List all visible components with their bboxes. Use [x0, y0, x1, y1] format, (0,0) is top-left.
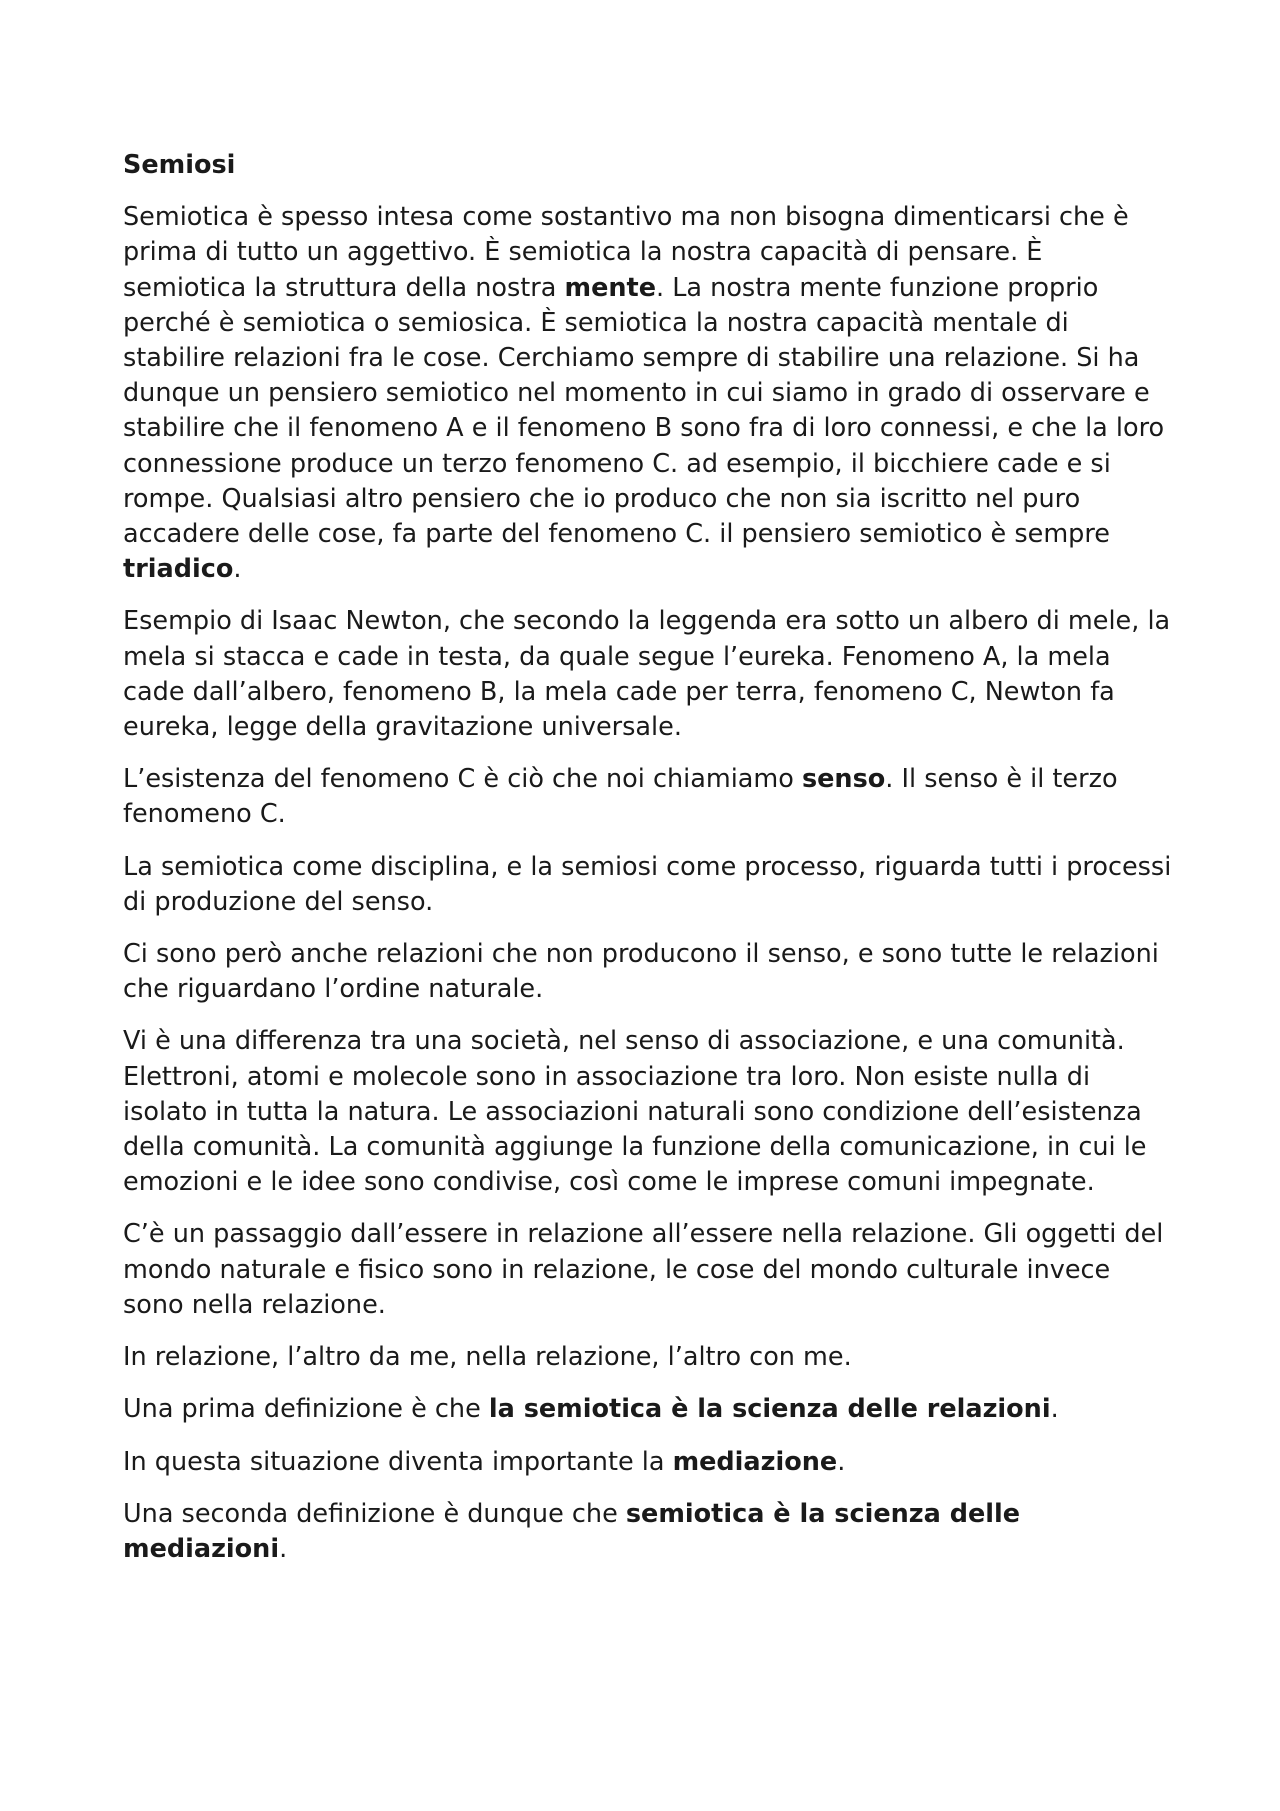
paragraph-semiotica-mente	[123, 200, 1173, 587]
bold-term-triadico: triadico	[123, 554, 234, 585]
paragraph-text: Semiotica è spesso intesa come sostantivo ma non bisogna dimenticarsi che è prima di tutto un aggettivo. È semiotica la nostra capacità di pensare. È semiotica la struttura della nostra	[123, 202, 1129, 303]
bold-term-senso: senso	[801, 764, 886, 795]
paragraph-text: L’esistenza del fenomeno C è ciò che noi chiamiamo	[123, 764, 802, 795]
paragraph-comunita: Vi è una differenza tra una società, nel senso di associazione, e una comunità. Elettroni, atomi e molecole sono in associazione tra loro. Non esiste nulla di isolato in tutta la natura. Le associazioni naturali sono condizione dell’esistenza della comunità. La comunità aggiunge la funzione della comunicazione, in cui le emozioni e le idee sono condivise, così come le imprese comuni impegnate.	[123, 1026, 1147, 1198]
paragraph-mediazione	[123, 1445, 1173, 1480]
paragraph-altro: In relazione, l’altro da me, nella relazione, l’altro con me.	[123, 1342, 852, 1373]
paragraph-text: .	[233, 554, 242, 585]
paragraph-text: .	[279, 1533, 288, 1564]
paragraph-text: .	[1050, 1394, 1059, 1425]
paragraph-senso	[123, 762, 1173, 832]
bold-definition-relazioni: la semiotica è la scienza delle relazioni	[488, 1394, 1051, 1425]
bold-term-mente: mente	[564, 272, 657, 303]
document-title: Semiosi	[123, 150, 236, 180]
paragraph-text: Una seconda definizione è dunque che	[123, 1498, 626, 1529]
paragraph-newton: Esempio di Isaac Newton, che secondo la leggenda era sotto un albero di mele, la mela si stacca e cade in testa, da quale segue l’eureka. Fenomeno A, la mela cade dall’albero, fenomeno B, la mela cade per terra, fenomeno C, Newton fa eureka, legge della gravitazione universale.	[123, 606, 1171, 743]
document-page	[123, 148, 1173, 1584]
paragraph-text: In questa situazione diventa importante la	[123, 1446, 673, 1477]
paragraph-ordine-naturale: Ci sono però anche relazioni che non producono il senso, e sono tutte le relazioni che riguardano l’ordine naturale.	[123, 939, 1159, 1005]
paragraph-text: . La nostra mente funzione proprio perché è semiotica o semiosica. È semiotica la nostra capacità mentale di stabilire relazioni fra le cose. Cerchiamo sempre di stabilire una relazione. Si ha dunque un pensiero semiotico nel momento in cui siamo in grado di osservare e stabilire che il fenomeno A e il fenomeno B sono fra di loro connessi, e che la loro connessione produce un terzo fenomeno C. ad esempio, il bicchiere cade e si rompe. Qualsiasi altro pensiero che io produco che non sia iscritto nel puro accadere delle cose, fa parte del fenomeno C. il pensiero semiotico è sempre	[123, 272, 1165, 550]
bold-term-mediazione: mediazione	[672, 1446, 838, 1477]
paragraph-disciplina: La semiotica come disciplina, e la semiosi come processo, riguarda tutti i processi di produzione del senso.	[123, 851, 1172, 917]
paragraph-prima-definizione	[123, 1392, 1173, 1427]
paragraph-text: Una prima definizione è che	[123, 1394, 489, 1425]
paragraph-relazione: C’è un passaggio dall’essere in relazione all’essere nella relazione. Gli oggetti del mondo naturale e fisico sono in relazione, le cose del mondo culturale invece sono nella relazione.	[123, 1219, 1164, 1320]
paragraph-text: . Il senso è il terzo fenomeno C.	[123, 764, 1118, 830]
bold-definition-mediazioni: semiotica è la scienza delle mediazioni	[123, 1498, 1021, 1564]
paragraph-text: .	[837, 1446, 846, 1477]
paragraph-seconda-definizione	[123, 1497, 1173, 1567]
